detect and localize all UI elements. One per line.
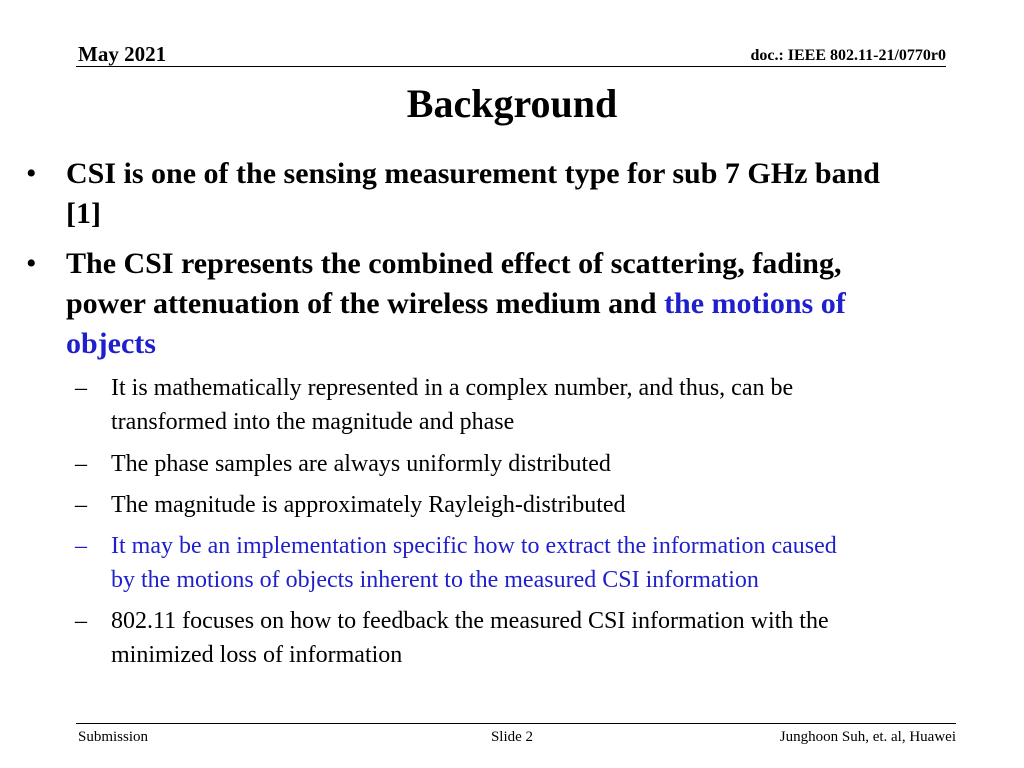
slide-title: Background xyxy=(406,81,618,126)
subbullet-1 xyxy=(75,371,991,439)
subbullet-4 xyxy=(75,529,991,597)
subbullet-4-line-2: by the motions of objects inherent to the measured CSI information xyxy=(111,567,759,593)
bullet-marker: • xyxy=(26,157,37,190)
bullet-2-line-2 xyxy=(66,284,1006,324)
bullet-1-line-2: [1] xyxy=(66,197,101,230)
footer-submission: Submission xyxy=(78,729,149,745)
header-divider xyxy=(76,66,946,67)
bullet-2-line-1: The CSI represents the combined effect of scattering, fading, xyxy=(66,247,842,280)
subbullet-1-line-2: transformed into the magnitude and phase xyxy=(111,409,515,435)
bullet-2 xyxy=(26,244,1006,364)
footer-author: Junghoon Suh, et. al, Huawei xyxy=(779,729,956,745)
bullet-2-line-2-text: power attenuation of the wireless medium and xyxy=(66,287,665,320)
subbullet-marker: – xyxy=(75,492,87,518)
subbullet-3-line-1: The magnitude is approximately Rayleigh-distributed xyxy=(111,492,626,518)
subbullet-marker: – xyxy=(75,533,87,559)
subbullet-marker: – xyxy=(75,451,87,477)
subbullet-5-line-2: minimized loss of information xyxy=(111,642,403,668)
header-date: May 2021 xyxy=(78,42,167,66)
subbullet-4-line-1: It may be an implementation specific how to extract the information caused xyxy=(111,533,837,559)
footer-divider xyxy=(76,723,956,724)
bullet-2-line-3: objects xyxy=(66,327,156,360)
subbullet-3 xyxy=(75,488,991,522)
header-doc-id: doc.: IEEE 802.11-21/0770r0 xyxy=(750,47,946,64)
subbullet-5 xyxy=(75,604,991,672)
subbullet-2 xyxy=(75,447,991,481)
footer-slide-number: Slide 2 xyxy=(490,729,534,745)
bullet-1 xyxy=(26,154,1006,234)
bullet-2-highlight: the motions of xyxy=(664,287,846,320)
bullet-marker: • xyxy=(26,247,37,280)
subbullet-2-line-1: The phase samples are always uniformly distributed xyxy=(111,451,611,477)
subbullet-marker: – xyxy=(75,375,87,401)
bullet-1-line-1: CSI is one of the sensing measurement type for sub 7 GHz band xyxy=(66,157,880,190)
subbullet-5-line-1: 802.11 focuses on how to feedback the measured CSI information with the xyxy=(111,608,829,634)
subbullet-1-line-1: It is mathematically represented in a complex number, and thus, can be xyxy=(111,375,794,401)
subbullet-marker: – xyxy=(75,608,87,634)
